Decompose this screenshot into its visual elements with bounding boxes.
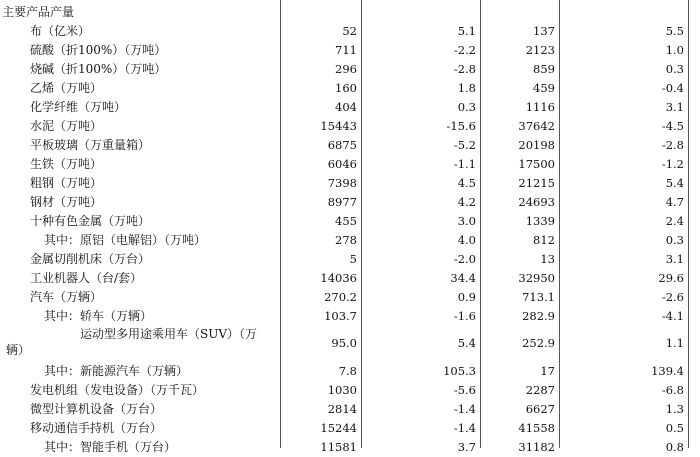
row-label: 其中：新能源汽车（万辆）: [44, 364, 189, 378]
row-value-3: 31182: [518, 440, 555, 454]
row-value-1: 296: [335, 62, 357, 76]
table-title: 主要产品产量: [2, 5, 75, 19]
row-value-3: 252.9: [522, 336, 555, 350]
row-value-4: 1.1: [665, 336, 684, 350]
row-label: 移动通信手持机（万台）: [30, 421, 163, 435]
row-value-2: -1.6: [453, 309, 476, 323]
table-row: [0, 362, 689, 381]
row-value-2: 5.1: [457, 24, 476, 38]
table-row: [0, 22, 689, 41]
table-row: [0, 98, 689, 117]
row-value-3: 713.1: [522, 290, 555, 304]
row-label: 水泥（万吨）: [30, 119, 103, 133]
row-value-3: 37642: [518, 119, 555, 133]
row-value-1: 278: [335, 233, 357, 247]
row-value-3: 2287: [525, 383, 555, 397]
row-value-3: 20198: [518, 138, 555, 152]
row-label: 硫酸（折100%）（万吨）: [30, 43, 167, 57]
row-value-4: -0.4: [661, 81, 684, 95]
row-value-1: 160: [335, 81, 357, 95]
row-value-4: 1.3: [665, 402, 684, 416]
row-value-1: 14036: [320, 271, 357, 285]
row-value-3: 13: [540, 252, 555, 266]
row-value-1: 52: [342, 24, 357, 38]
row-value-2: 0.9: [457, 290, 476, 304]
table-row: [0, 419, 689, 438]
row-value-1: 15244: [320, 421, 357, 435]
row-value-3: 1339: [525, 214, 555, 228]
row-value-3: 17: [540, 364, 555, 378]
row-value-3: 812: [533, 233, 555, 247]
row-label: [0, 326, 280, 362]
row-value-1: 6046: [327, 157, 357, 171]
row-value-3: 24693: [518, 195, 555, 209]
table-row: [0, 231, 689, 250]
row-value-4: 5.5: [665, 24, 684, 38]
row-value-4: 29.6: [658, 271, 684, 285]
row-value-2: 4.0: [457, 233, 476, 247]
row-value-3: 32950: [518, 271, 555, 285]
row-value-3: 459: [533, 81, 555, 95]
row-label: 布（亿米）: [30, 24, 91, 38]
row-value-2: 4.5: [457, 176, 476, 190]
row-value-3: 859: [533, 62, 555, 76]
row-value-1: 1030: [327, 383, 357, 397]
row-value-2: -1.1: [453, 157, 476, 171]
row-value-4: 0.3: [665, 62, 684, 76]
table-row: [0, 41, 689, 60]
row-label-line: 运动型多用途乘用车（SUV）（万: [80, 327, 258, 341]
row-value-4: -2.6: [661, 290, 684, 304]
row-label: 化学纤维（万吨）: [30, 100, 127, 114]
row-value-2: 4.2: [457, 195, 476, 209]
row-value-4: -6.8: [661, 383, 684, 397]
row-value-1: 7.8: [338, 364, 357, 378]
row-value-2: 3.7: [457, 440, 476, 454]
table-row: [0, 60, 689, 79]
row-value-4: -4.1: [661, 309, 684, 323]
row-label: 其中：原铝（电解铝）（万吨）: [44, 233, 207, 247]
row-value-1: 6875: [327, 138, 357, 152]
table-title-row: [0, 3, 689, 22]
row-value-1: 455: [335, 214, 357, 228]
row-value-2: 5.4: [457, 336, 476, 350]
row-value-1: 11581: [320, 440, 357, 454]
row-value-2: 3.0: [457, 214, 476, 228]
row-value-1: 404: [335, 100, 357, 114]
row-value-3: 17500: [518, 157, 555, 171]
row-value-2: -2.0: [453, 252, 476, 266]
row-value-4: 0.3: [665, 233, 684, 247]
row-label: 粗钢（万吨）: [30, 176, 103, 190]
row-value-3: 137: [533, 24, 555, 38]
table-row: [0, 193, 689, 212]
row-label: 十种有色金属（万吨）: [30, 214, 151, 228]
row-value-1: 7398: [327, 176, 357, 190]
row-value-2: -1.4: [453, 402, 476, 416]
row-label: 金属切削机床（万台）: [30, 252, 151, 266]
row-value-4: 4.7: [665, 195, 684, 209]
table-row: [0, 117, 689, 136]
row-value-2: -5.6: [453, 383, 476, 397]
row-label: 汽车（万辆）: [30, 290, 103, 304]
row-value-2: 105.3: [443, 364, 476, 378]
row-label: 烧碱（折100%）（万吨）: [30, 62, 167, 76]
row-value-2: 0.3: [457, 100, 476, 114]
table-row: [0, 155, 689, 174]
row-value-1: 95.0: [331, 336, 357, 350]
table-row: [0, 288, 689, 307]
row-value-1: 5: [349, 252, 357, 266]
row-label: 发电机组（发电设备）（万千瓦）: [30, 383, 205, 397]
row-value-3: 2123: [525, 43, 555, 57]
row-value-4: 5.4: [665, 176, 684, 190]
row-value-2: 1.8: [457, 81, 476, 95]
row-value-1: 711: [335, 43, 357, 57]
row-value-3: 282.9: [522, 309, 555, 323]
row-value-2: 34.4: [450, 271, 476, 285]
table-row: [0, 79, 689, 98]
row-value-4: -2.8: [661, 138, 684, 152]
row-label-line: 辆）: [6, 343, 31, 357]
row-value-2: -2.2: [453, 43, 476, 57]
row-label: 微型计算机设备（万台）: [30, 402, 163, 416]
row-label: 乙烯（万吨）: [30, 81, 103, 95]
row-value-1: 103.7: [324, 309, 357, 323]
row-value-3: 41558: [518, 421, 555, 435]
table-row: [0, 269, 689, 288]
row-value-4: 2.4: [665, 214, 684, 228]
table-row: [0, 174, 689, 193]
row-value-3: 21215: [518, 176, 555, 190]
row-label: 平板玻璃（万重量箱）: [30, 138, 151, 152]
row-value-4: 139.4: [651, 364, 684, 378]
table-row: [0, 136, 689, 155]
table-row: [0, 381, 689, 400]
row-value-2: -2.8: [453, 62, 476, 76]
row-label: 钢材（万吨）: [30, 195, 103, 209]
row-value-1: 2814: [327, 402, 357, 416]
row-value-4: -4.5: [661, 119, 684, 133]
table-row: [0, 307, 689, 326]
row-value-4: 1.0: [665, 43, 684, 57]
row-label: 工业机器人（台/套）: [30, 271, 143, 285]
row-value-1: 270.2: [324, 290, 357, 304]
table-row: [0, 212, 689, 231]
row-value-4: 3.1: [665, 252, 684, 266]
table-row: [0, 400, 689, 419]
row-value-2: -15.6: [446, 119, 476, 133]
row-value-3: 6627: [525, 402, 555, 416]
table-row: [0, 250, 689, 269]
row-value-4: 0.5: [665, 421, 684, 435]
row-value-4: -1.2: [661, 157, 684, 171]
row-value-1: 15443: [320, 119, 357, 133]
row-value-2: -1.4: [453, 421, 476, 435]
row-value-4: 0.8: [665, 440, 684, 454]
row-value-2: -5.2: [453, 138, 476, 152]
row-label: 其中：智能手机（万台）: [44, 440, 177, 454]
table-row: [0, 326, 689, 362]
row-label: 其中：轿车（万辆）: [44, 309, 153, 323]
row-label: 生铁（万吨）: [30, 157, 103, 171]
row-value-3: 1116: [525, 100, 555, 114]
row-value-1: 8977: [327, 195, 357, 209]
row-value-4: 3.1: [665, 100, 684, 114]
